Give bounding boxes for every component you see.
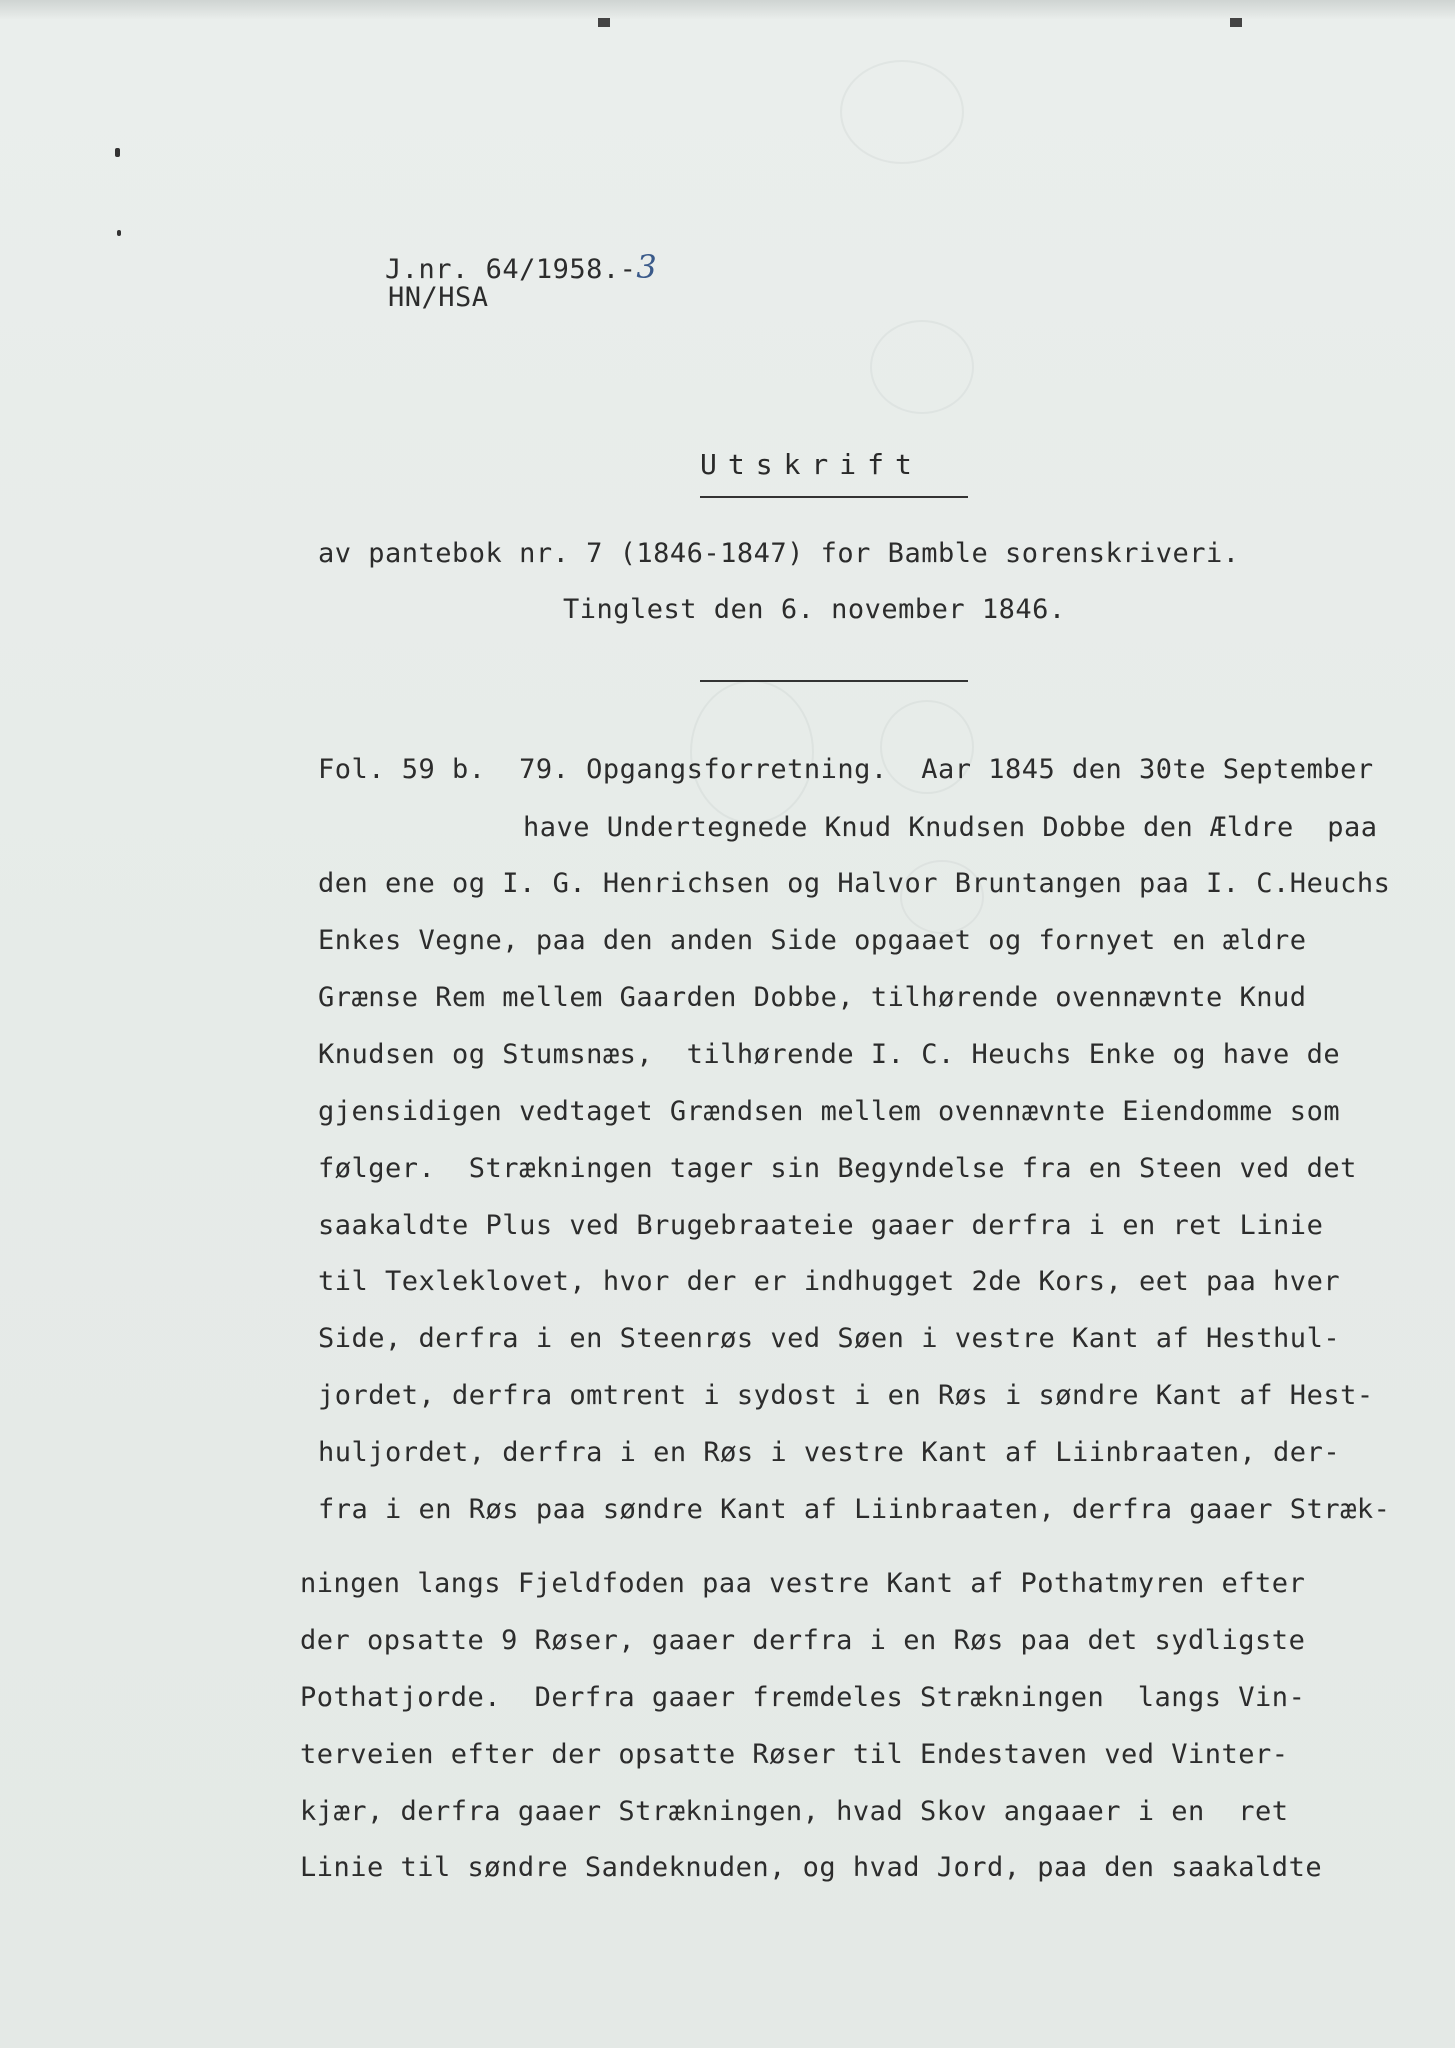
margin-mark: [115, 148, 120, 157]
body-line: Linie til søndre Sandeknuden, og hvad Jord, paa den saakaldte: [300, 1852, 1323, 1883]
subtitle-line-2: Tinglest den 6. november 1846.: [563, 594, 1066, 625]
body-line: ningen langs Fjeldfoden paa vestre Kant af Pothatmyren efter: [300, 1568, 1306, 1599]
bleed-through-mark: [690, 680, 814, 824]
journal-suffix-handwritten: 3: [636, 248, 658, 286]
body-line: Side, derfra i en Steenrøs ved Søen i vestre Kant af Hesthul-: [318, 1323, 1341, 1354]
body-line: Grænse Rem mellem Gaarden Dobbe, tilhørende ovennævnte Knud: [318, 982, 1307, 1013]
body-line: der opsatte 9 Røser, gaaer derfra i en Røs paa det sydligste: [300, 1625, 1306, 1656]
body-line: saakaldte Plus ved Brugebraateie gaaer derfra i en ret Linie: [318, 1210, 1324, 1241]
scan-tick-mark: [1230, 18, 1242, 27]
initials: HN/HSA: [388, 282, 489, 313]
body-line: Fol. 59 b. 79. Opgangsforretning. Aar 1845 den 30te September: [318, 754, 1374, 785]
body-line: gjensidigen vedtaget Grændsen mellem ovennævnte Eiendomme som: [318, 1096, 1341, 1127]
margin-mark: [117, 230, 121, 236]
body-line: kjær, derfra gaaer Strækningen, hvad Skov angaaer i en ret: [300, 1796, 1289, 1827]
body-line: følger. Strækningen tager sin Begyndelse fra en Steen ved det: [318, 1153, 1357, 1184]
bleed-through-mark: [870, 320, 974, 414]
scan-edge: [0, 0, 1455, 20]
body-line: jordet, derfra omtrent i sydost i en Røs i søndre Kant af Hest-: [318, 1380, 1374, 1411]
body-line: fra i en Røs paa søndre Kant af Liinbraaten, derfra gaaer Stræk-: [318, 1494, 1391, 1525]
body-line: huljordet, derfra i en Røs i vestre Kant af Liinbraaten, der-: [318, 1437, 1341, 1468]
document-title: Utskrift: [700, 448, 923, 481]
section-divider: [700, 680, 968, 682]
body-line: Enkes Vegne, paa den anden Side opgaaet og fornyet en ældre: [318, 925, 1307, 956]
title-underline: [700, 496, 968, 498]
body-line: have Undertegnede Knud Knudsen Dobbe den Ældre paa: [523, 812, 1378, 843]
scan-tick-mark: [598, 18, 610, 27]
body-line: Knudsen og Stumsnæs, tilhørende I. C. Heuchs Enke og have de: [318, 1039, 1341, 1070]
bleed-through-mark: [840, 60, 964, 164]
subtitle-line-1: av pantebok nr. 7 (1846-1847) for Bamble sorenskriveri.: [318, 538, 1240, 569]
body-line: terveien efter der opsatte Røser til Endestaven ved Vinter-: [300, 1739, 1289, 1770]
journal-number-text: J.nr. 64/1958.-: [385, 254, 637, 285]
body-line: til Texleklovet, hvor der er indhugget 2de Kors, eet paa hver: [318, 1266, 1341, 1297]
body-line: den ene og I. G. Henrichsen og Halvor Bruntangen paa I. C.Heuchs: [318, 868, 1391, 899]
body-line: Pothatjorde. Derfra gaaer fremdeles Strækningen langs Vin-: [300, 1682, 1306, 1713]
